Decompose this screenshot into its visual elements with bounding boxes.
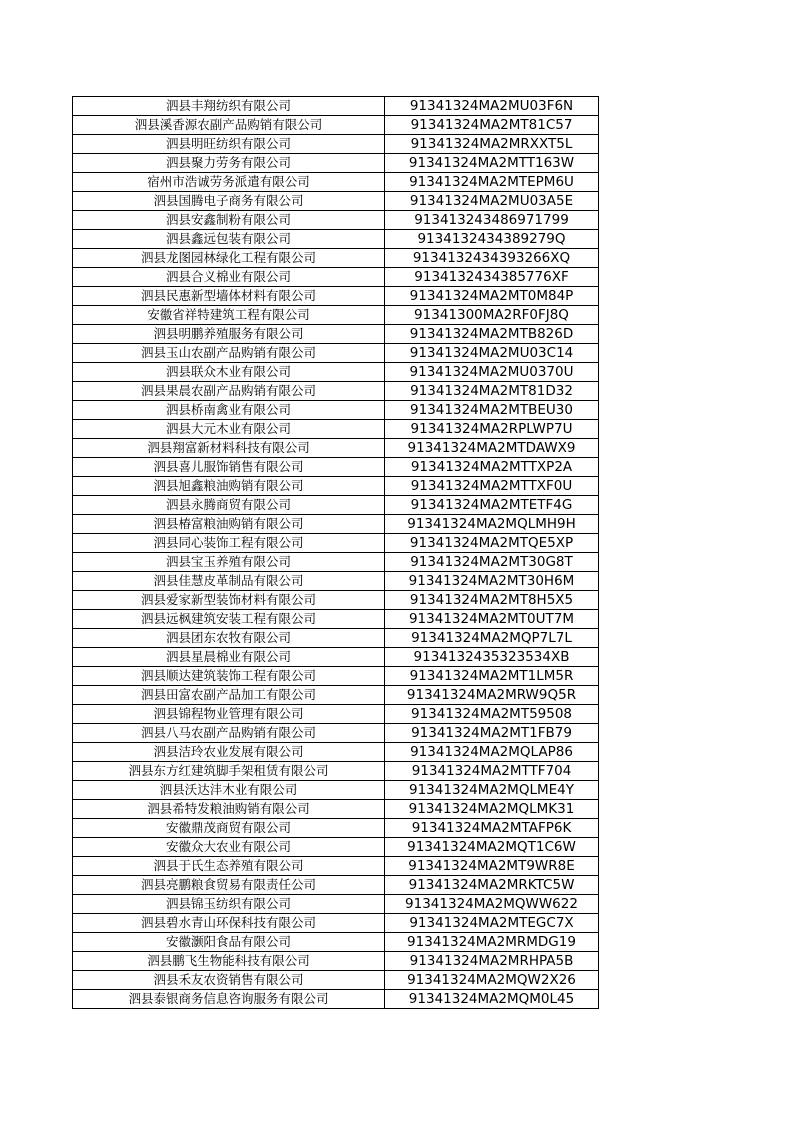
company-name-cell: 泗县大元木业有限公司 bbox=[73, 420, 385, 439]
credit-code-cell: 91341324MA2RPLWP7U bbox=[385, 420, 599, 439]
table-row bbox=[73, 743, 599, 762]
table-row bbox=[73, 192, 599, 211]
company-name-cell: 泗县宝玉养殖有限公司 bbox=[73, 553, 385, 572]
table-row bbox=[73, 610, 599, 629]
credit-code-cell: 91341324MA2MRMDG19 bbox=[385, 933, 599, 952]
company-name-cell: 泗县联众木业有限公司 bbox=[73, 363, 385, 382]
company-name-cell: 泗县鹏飞生物能科技有限公司 bbox=[73, 952, 385, 971]
credit-code-cell: 91341324MA2MQWW622 bbox=[385, 895, 599, 914]
credit-code-cell: 91341324MA2MT59508 bbox=[385, 705, 599, 724]
company-table-body bbox=[73, 97, 599, 1009]
table-row bbox=[73, 515, 599, 534]
table-row bbox=[73, 819, 599, 838]
credit-code-cell: 91341324MA2MQLME4Y bbox=[385, 781, 599, 800]
table-row bbox=[73, 420, 599, 439]
table-row bbox=[73, 534, 599, 553]
company-name-cell: 泗县旭鑫粮油购销有限公司 bbox=[73, 477, 385, 496]
table-row bbox=[73, 629, 599, 648]
company-name-cell: 泗县希特发粮油购销有限公司 bbox=[73, 800, 385, 819]
credit-code-cell: 91341324MA2MT81D32 bbox=[385, 382, 599, 401]
company-name-cell: 泗县沃达沣木业有限公司 bbox=[73, 781, 385, 800]
company-name-cell: 泗县锦程物业管理有限公司 bbox=[73, 705, 385, 724]
table-row bbox=[73, 97, 599, 116]
credit-code-cell: 91341324MA2MRKTC5W bbox=[385, 876, 599, 895]
company-name-cell: 泗县安鑫制粉有限公司 bbox=[73, 211, 385, 230]
credit-code-cell: 91341324MA2MTQE5XP bbox=[385, 534, 599, 553]
table-row bbox=[73, 933, 599, 952]
table-row bbox=[73, 781, 599, 800]
company-name-cell: 泗县爱家新型装饰材料有限公司 bbox=[73, 591, 385, 610]
credit-code-cell: 91341324MA2MQP7L7L bbox=[385, 629, 599, 648]
company-name-cell: 泗县丰翔纺织有限公司 bbox=[73, 97, 385, 116]
credit-code-cell: 91341324MA2MTT163W bbox=[385, 154, 599, 173]
table-row bbox=[73, 667, 599, 686]
company-name-cell: 泗县溪香源农副产品购销有限公司 bbox=[73, 116, 385, 135]
credit-code-cell: 9134132434393266XQ bbox=[385, 249, 599, 268]
credit-code-cell: 91341324MA2MQM0L45 bbox=[385, 990, 599, 1009]
table-row bbox=[73, 211, 599, 230]
company-name-cell: 泗县洁玲农业发展有限公司 bbox=[73, 743, 385, 762]
company-name-cell: 泗县民惠新型墙体材料有限公司 bbox=[73, 287, 385, 306]
company-name-cell: 泗县明鹏养殖服务有限公司 bbox=[73, 325, 385, 344]
credit-code-cell: 913413243486971799 bbox=[385, 211, 599, 230]
company-name-cell: 泗县龙图园林绿化工程有限公司 bbox=[73, 249, 385, 268]
company-name-cell: 泗县远枫建筑安装工程有限公司 bbox=[73, 610, 385, 629]
table-row bbox=[73, 990, 599, 1009]
company-name-cell: 泗县佳慧皮革制品有限公司 bbox=[73, 572, 385, 591]
table-row bbox=[73, 914, 599, 933]
credit-code-cell: 91341324MA2MTB826D bbox=[385, 325, 599, 344]
table-row bbox=[73, 857, 599, 876]
table-row bbox=[73, 344, 599, 363]
credit-code-cell: 91341324MA2MTBEU30 bbox=[385, 401, 599, 420]
credit-code-cell: 91341324MA2MU03C14 bbox=[385, 344, 599, 363]
table-row bbox=[73, 553, 599, 572]
company-name-cell: 泗县聚力劳务有限公司 bbox=[73, 154, 385, 173]
company-name-cell: 泗县同心装饰工程有限公司 bbox=[73, 534, 385, 553]
credit-code-cell: 91341324MA2MT1FB79 bbox=[385, 724, 599, 743]
company-name-cell: 泗县碧水青山环保科技有限公司 bbox=[73, 914, 385, 933]
credit-code-cell: 91341324MA2MRW9Q5R bbox=[385, 686, 599, 705]
credit-code-cell: 91341324MA2MT8H5X5 bbox=[385, 591, 599, 610]
company-name-cell: 泗县果晨农副产品购销有限公司 bbox=[73, 382, 385, 401]
table-row bbox=[73, 591, 599, 610]
credit-code-cell: 91341324MA2MQLAP86 bbox=[385, 743, 599, 762]
company-name-cell: 泗县星晨棉业有限公司 bbox=[73, 648, 385, 667]
credit-code-cell: 9134132434389279Q bbox=[385, 230, 599, 249]
credit-code-cell: 91341324MA2MT1LM5R bbox=[385, 667, 599, 686]
credit-code-cell: 91341324MA2MTETF4G bbox=[385, 496, 599, 515]
credit-code-cell: 91341324MA2MT9WR8E bbox=[385, 857, 599, 876]
table-row bbox=[73, 762, 599, 781]
table-row bbox=[73, 876, 599, 895]
company-name-cell: 泗县顺达建筑装饰工程有限公司 bbox=[73, 667, 385, 686]
table-row bbox=[73, 496, 599, 515]
table-row bbox=[73, 268, 599, 287]
table-row bbox=[73, 401, 599, 420]
company-table bbox=[72, 96, 599, 1009]
table-row bbox=[73, 895, 599, 914]
credit-code-cell: 91341324MA2MQW2X26 bbox=[385, 971, 599, 990]
table-row bbox=[73, 477, 599, 496]
credit-code-cell: 91341324MA2MRXXT5L bbox=[385, 135, 599, 154]
table-row bbox=[73, 173, 599, 192]
company-name-cell: 安徽众大农业有限公司 bbox=[73, 838, 385, 857]
company-name-cell: 泗县合义棉业有限公司 bbox=[73, 268, 385, 287]
credit-code-cell: 91341324MA2MU03F6N bbox=[385, 97, 599, 116]
table-row bbox=[73, 705, 599, 724]
company-name-cell: 泗县桥南禽业有限公司 bbox=[73, 401, 385, 420]
credit-code-cell: 91341324MA2MRHPA5B bbox=[385, 952, 599, 971]
table-row bbox=[73, 800, 599, 819]
table-row bbox=[73, 724, 599, 743]
company-name-cell: 泗县玉山农副产品购销有限公司 bbox=[73, 344, 385, 363]
table-row bbox=[73, 382, 599, 401]
credit-code-cell: 91341324MA2MQLMK31 bbox=[385, 800, 599, 819]
company-name-cell: 宿州市浩诚劳务派遣有限公司 bbox=[73, 173, 385, 192]
company-name-cell: 泗县于氏生态养殖有限公司 bbox=[73, 857, 385, 876]
company-name-cell: 安徽灏阳食品有限公司 bbox=[73, 933, 385, 952]
credit-code-cell: 91341324MA2MT0M84P bbox=[385, 287, 599, 306]
table-row bbox=[73, 572, 599, 591]
company-name-cell: 泗县鑫远包装有限公司 bbox=[73, 230, 385, 249]
credit-code-cell: 9134132435323534XB bbox=[385, 648, 599, 667]
company-name-cell: 泗县团东农牧有限公司 bbox=[73, 629, 385, 648]
table-row bbox=[73, 230, 599, 249]
credit-code-cell: 91341300MA2RF0FJ8Q bbox=[385, 306, 599, 325]
credit-code-cell: 91341324MA2MT81C57 bbox=[385, 116, 599, 135]
table-row bbox=[73, 458, 599, 477]
company-name-cell: 安徽鼎茂商贸有限公司 bbox=[73, 819, 385, 838]
table-row bbox=[73, 439, 599, 458]
company-name-cell: 泗县椿富粮油购销有限公司 bbox=[73, 515, 385, 534]
credit-code-cell: 91341324MA2MTTXF0U bbox=[385, 477, 599, 496]
credit-code-cell: 91341324MA2MTEPM6U bbox=[385, 173, 599, 192]
company-name-cell: 泗县永腾商贸有限公司 bbox=[73, 496, 385, 515]
credit-code-cell: 9134132434385776XF bbox=[385, 268, 599, 287]
credit-code-cell: 91341324MA2MTDAWX9 bbox=[385, 439, 599, 458]
table-row bbox=[73, 287, 599, 306]
credit-code-cell: 91341324MA2MTAFP6K bbox=[385, 819, 599, 838]
table-row bbox=[73, 648, 599, 667]
table-row bbox=[73, 838, 599, 857]
credit-code-cell: 91341324MA2MQLMH9H bbox=[385, 515, 599, 534]
table-row bbox=[73, 686, 599, 705]
credit-code-cell: 91341324MA2MT0UT7M bbox=[385, 610, 599, 629]
company-name-cell: 泗县锦玉纺织有限公司 bbox=[73, 895, 385, 914]
company-name-cell: 泗县国腾电子商务有限公司 bbox=[73, 192, 385, 211]
table-row bbox=[73, 135, 599, 154]
company-name-cell: 泗县禾友农资销售有限公司 bbox=[73, 971, 385, 990]
company-name-cell: 泗县泰银商务信息咨询服务有限公司 bbox=[73, 990, 385, 1009]
table-row bbox=[73, 154, 599, 173]
credit-code-cell: 91341324MA2MTEGC7X bbox=[385, 914, 599, 933]
credit-code-cell: 91341324MA2MTTF704 bbox=[385, 762, 599, 781]
company-name-cell: 泗县亮鹏粮食贸易有限责任公司 bbox=[73, 876, 385, 895]
credit-code-cell: 91341324MA2MT30G8T bbox=[385, 553, 599, 572]
table-row bbox=[73, 952, 599, 971]
table-row bbox=[73, 325, 599, 344]
credit-code-cell: 91341324MA2MTTXP2A bbox=[385, 458, 599, 477]
company-name-cell: 泗县喜儿服饰销售有限公司 bbox=[73, 458, 385, 477]
credit-code-cell: 91341324MA2MQT1C6W bbox=[385, 838, 599, 857]
company-name-cell: 泗县八马农副产品购销有限公司 bbox=[73, 724, 385, 743]
company-name-cell: 安徽省祥特建筑工程有限公司 bbox=[73, 306, 385, 325]
company-name-cell: 泗县翔富新材料科技有限公司 bbox=[73, 439, 385, 458]
company-name-cell: 泗县东方红建筑脚手架租赁有限公司 bbox=[73, 762, 385, 781]
table-row bbox=[73, 249, 599, 268]
table-row bbox=[73, 971, 599, 990]
credit-code-cell: 91341324MA2MT30H6M bbox=[385, 572, 599, 591]
credit-code-cell: 91341324MA2MU03A5E bbox=[385, 192, 599, 211]
table-row bbox=[73, 363, 599, 382]
table-row bbox=[73, 116, 599, 135]
credit-code-cell: 91341324MA2MU0370U bbox=[385, 363, 599, 382]
company-name-cell: 泗县田富农副产品加工有限公司 bbox=[73, 686, 385, 705]
table-row bbox=[73, 306, 599, 325]
company-name-cell: 泗县明旺纺织有限公司 bbox=[73, 135, 385, 154]
